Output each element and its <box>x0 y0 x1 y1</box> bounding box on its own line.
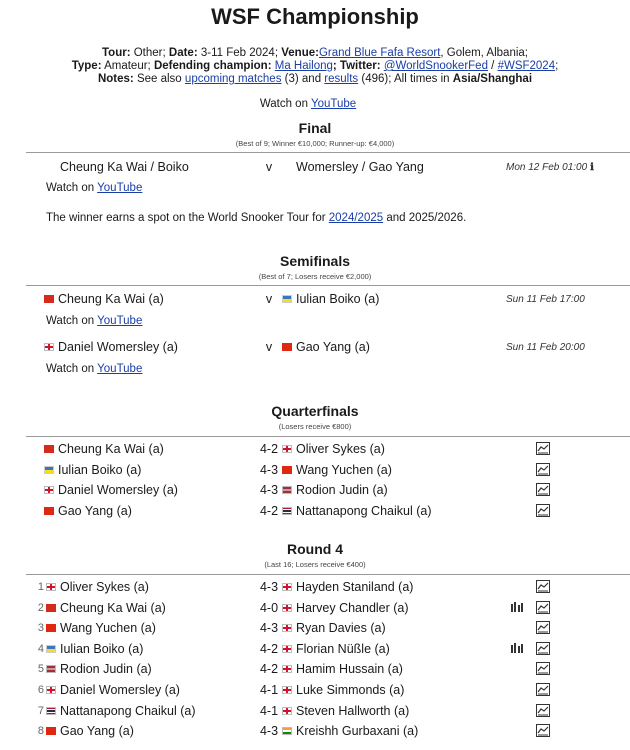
flag-icon <box>282 665 292 673</box>
match-number: 4 <box>37 642 44 655</box>
youtube-link[interactable]: YouTube <box>97 363 143 375</box>
match-number: 6 <box>37 684 44 696</box>
flag-icon <box>282 486 292 494</box>
player-1-name: Gao Yang (a) <box>60 724 134 739</box>
player-2-name: Ryan Davies (a) <box>296 621 386 636</box>
flag-icon <box>282 445 292 453</box>
results-link[interactable]: results <box>324 73 359 85</box>
flag-icon <box>46 686 56 694</box>
player-1[interactable] <box>46 662 152 676</box>
type-value: Amateur; <box>104 60 151 72</box>
player-2[interactable] <box>282 580 413 594</box>
player-1-name: Cheung Ka Wai (a) <box>58 292 164 306</box>
watch-prefix: Watch on <box>259 98 308 110</box>
quarterfinals-title: Quarterfinals <box>271 403 359 419</box>
notes-pre: See also <box>136 73 182 85</box>
date-value: 3-11 Feb 2024; <box>200 47 279 59</box>
match-number: 5 <box>37 663 44 676</box>
player-2[interactable] <box>282 340 370 354</box>
quarterfinal-row <box>26 440 630 460</box>
match-score: 4-2 <box>259 504 279 519</box>
line2-end: ; <box>555 60 559 72</box>
flag-icon <box>282 604 292 612</box>
player-2-name: Harvey Chandler (a) <box>296 600 409 615</box>
watch-prefix: Watch on <box>46 363 95 375</box>
match-number: 1 <box>37 581 44 593</box>
flag-icon <box>44 466 54 474</box>
divider <box>26 285 630 286</box>
venue-label: Venue: <box>281 47 319 59</box>
final-date-text: Mon 12 Feb 01:00 <box>506 162 588 173</box>
quarterfinals-subtitle: (Losers receive €800) <box>278 422 352 431</box>
player-1[interactable] <box>44 463 141 477</box>
player-1[interactable] <box>46 642 143 656</box>
watch-prefix: Watch on <box>46 182 95 194</box>
round4-subtitle: (Last 16; Losers receive €400) <box>264 560 366 569</box>
notes-post: (496); All times in <box>361 73 450 85</box>
notes-mid: (3) and <box>284 73 322 85</box>
match-number: 3 <box>37 622 44 635</box>
player-1-name: Iulian Boiko (a) <box>58 462 142 477</box>
match-stats-icon[interactable] <box>536 704 550 717</box>
divider <box>26 152 630 153</box>
player-2-name: Gao Yang (a) <box>296 340 370 354</box>
date-label: Date: <box>168 47 198 59</box>
divider <box>26 574 630 575</box>
quarterfinal-row <box>26 461 630 481</box>
player-2[interactable] <box>282 504 432 518</box>
player-1-name: Daniel Womersley (a) <box>60 683 180 697</box>
player-2[interactable] <box>282 442 385 456</box>
match-stats-icon[interactable] <box>536 724 550 737</box>
watch-line <box>0 97 623 112</box>
notes-label: Notes: <box>97 73 134 85</box>
player-1[interactable] <box>46 621 156 635</box>
match-score: 4-2 <box>259 641 279 656</box>
round4-row <box>26 722 630 742</box>
player-1[interactable] <box>46 704 196 718</box>
match-score: 4-3 <box>259 483 279 498</box>
flag-icon <box>282 583 292 591</box>
match-score: 4-3 <box>259 580 279 594</box>
match-number: 8 <box>37 725 44 738</box>
match-stats-icon[interactable] <box>536 580 550 593</box>
round4-row <box>26 640 630 660</box>
flag-icon <box>46 604 56 612</box>
match-stats-icon[interactable] <box>536 504 550 517</box>
player-2-name: Steven Hallworth (a) <box>296 703 410 718</box>
match-stats-icon[interactable] <box>536 683 550 696</box>
semifinal-watch <box>46 363 142 375</box>
match-stats-icon[interactable] <box>536 621 550 634</box>
timezone: Asia/Shanghai <box>452 73 533 85</box>
flag-icon <box>282 686 292 694</box>
match-stats-icon[interactable] <box>536 642 550 655</box>
flag-icon <box>44 507 54 515</box>
venue-rest: , Golem, Albania; <box>440 47 528 59</box>
flag-icon <box>282 507 292 515</box>
champion-link[interactable]: Ma Hailong <box>274 60 333 72</box>
champion-label: Defending champion: <box>153 60 272 72</box>
info-line-3 <box>0 72 630 87</box>
semifinal-watch <box>46 315 142 327</box>
semifinal-row <box>26 290 630 310</box>
match-stats-icon[interactable] <box>536 483 550 496</box>
final-date <box>506 162 594 173</box>
youtube-link[interactable]: YouTube <box>97 182 143 194</box>
head-to-head-icon[interactable] <box>510 601 524 613</box>
player-1-name: Nattanapong Chaikul (a) <box>60 703 196 718</box>
match-score: 4-3 <box>259 724 279 739</box>
flag-icon <box>46 624 56 632</box>
divider <box>26 436 630 437</box>
player-1-name: Oliver Sykes (a) <box>60 580 149 594</box>
match-date: Sun 11 Feb 20:00 <box>506 342 585 353</box>
final-note-pre: The winner earns a spot on the World Snooker Tour for <box>46 212 326 224</box>
twitter-link[interactable]: @WorldSnookerFed <box>383 60 488 72</box>
player-1-name: Daniel Womersley (a) <box>58 483 178 498</box>
flag-icon <box>282 645 292 653</box>
player-2-name: Wang Yuchen (a) <box>296 462 392 477</box>
quarterfinal-row <box>26 502 630 522</box>
player-1[interactable] <box>46 580 149 594</box>
match-stats-icon[interactable] <box>536 662 550 675</box>
round4-row <box>26 660 630 680</box>
player-1-name: Cheung Ka Wai (a) <box>58 442 164 456</box>
venue-link[interactable]: Grand Blue Fafa Resort <box>318 47 441 59</box>
player-1-name: Cheung Ka Wai (a) <box>60 600 166 615</box>
final-watch <box>46 182 142 194</box>
player-2-name: Kreishh Gurbaxani (a) <box>296 724 419 739</box>
final-note-post: and 2025/2026. <box>386 212 467 224</box>
flag-icon <box>282 295 292 303</box>
player-1[interactable] <box>44 483 178 497</box>
player-2[interactable] <box>282 483 388 497</box>
head-to-head-icon[interactable] <box>510 642 524 654</box>
round4-row <box>26 619 630 639</box>
player-1[interactable] <box>44 442 164 456</box>
youtube-link[interactable]: YouTube <box>97 315 143 327</box>
player-2[interactable] <box>282 662 403 676</box>
tour-value: Other; <box>133 47 166 59</box>
final-player-2[interactable]: Womersley / Gao Yang <box>296 160 424 174</box>
hashtag-link[interactable]: #WSF2024 <box>497 60 556 72</box>
player-2-name: Hamim Hussain (a) <box>296 662 403 677</box>
youtube-link[interactable]: YouTube <box>310 98 357 110</box>
player-2[interactable] <box>282 724 418 738</box>
final-player-1[interactable]: Cheung Ka Wai / Boiko <box>60 160 189 174</box>
final-note <box>46 212 466 224</box>
player-1-name: Wang Yuchen (a) <box>60 621 156 636</box>
tour-label: Tour: <box>102 47 131 59</box>
player-1[interactable] <box>44 292 164 306</box>
match-stats-icon[interactable] <box>536 463 550 476</box>
round4-row <box>26 681 630 701</box>
match-number: 7 <box>37 704 44 717</box>
player-1[interactable] <box>44 340 178 354</box>
final-subtitle: (Best of 9; Winner €10,000; Runner-up: €4,000) <box>235 139 395 148</box>
match-score: 4-1 <box>259 683 279 697</box>
flag-icon <box>282 707 292 715</box>
flag-icon <box>44 486 54 494</box>
player-1[interactable] <box>46 601 166 615</box>
player-2[interactable] <box>282 683 404 697</box>
upcoming-matches-link[interactable]: upcoming matches <box>184 73 282 85</box>
player-2-name: Hayden Staniland (a) <box>296 580 414 594</box>
player-2-name: Oliver Sykes (a) <box>296 442 385 456</box>
match-score: 4-2 <box>259 442 279 456</box>
semifinals-title: Semifinals <box>279 253 351 269</box>
match-stats-icon[interactable] <box>536 442 550 455</box>
player-1-name: Daniel Womersley (a) <box>58 340 178 354</box>
flag-icon <box>46 583 56 591</box>
flag-icon <box>46 645 56 653</box>
round4-row <box>26 599 630 619</box>
match-date: Sun 11 Feb 17:00 <box>506 294 585 305</box>
player-2[interactable] <box>282 704 409 718</box>
player-2[interactable] <box>282 621 386 635</box>
semifinal-row <box>26 338 630 358</box>
flag-icon <box>282 727 292 735</box>
final-title: Final <box>298 120 332 136</box>
watch-prefix: Watch on <box>46 315 95 327</box>
player-2-name: Nattanapong Chaikul (a) <box>296 504 432 519</box>
flag-icon <box>46 707 56 715</box>
player-2[interactable] <box>282 601 409 615</box>
round4-title: Round 4 <box>287 541 343 557</box>
info-icon[interactable]: ℹ <box>590 162 594 173</box>
match-score: 4-2 <box>259 662 279 677</box>
semifinals-subtitle: (Best of 7; Losers receive €2,000) <box>258 272 372 281</box>
flag-icon <box>44 445 54 453</box>
match-score: 4-1 <box>259 703 279 718</box>
flag-icon <box>44 343 54 351</box>
vs-label: v <box>265 292 273 306</box>
vs-label: v <box>265 340 273 354</box>
player-2[interactable] <box>282 292 379 306</box>
quarterfinal-row <box>26 481 630 501</box>
final-match-row <box>26 158 630 178</box>
match-stats-icon[interactable] <box>536 601 550 614</box>
flag-icon <box>282 624 292 632</box>
player-2-name: Rodion Judin (a) <box>296 483 388 498</box>
match-score: 4-3 <box>259 621 279 636</box>
player-1-name: Gao Yang (a) <box>58 504 132 519</box>
season-link[interactable]: 2024/2025 <box>328 212 384 224</box>
player-1[interactable] <box>46 724 134 738</box>
flag-icon <box>282 466 292 474</box>
round4-row <box>26 702 630 722</box>
player-1[interactable] <box>46 683 180 697</box>
player-1[interactable] <box>44 504 132 518</box>
flag-icon <box>282 343 292 351</box>
player-1-name: Rodion Judin (a) <box>60 662 152 677</box>
twitter-label: ; Twitter: <box>332 60 381 72</box>
player-1-name: Iulian Boiko (a) <box>60 641 144 656</box>
match-score: 4-0 <box>259 600 279 615</box>
player-2-name: Luke Simmonds (a) <box>296 683 405 697</box>
flag-icon <box>46 665 56 673</box>
player-2[interactable] <box>282 642 390 656</box>
round4-row <box>26 578 630 598</box>
player-2-name: Florian Nüßle (a) <box>296 641 390 656</box>
type-label: Type: <box>71 60 102 72</box>
page-title: WSF Championship <box>211 4 419 29</box>
match-score: 4-3 <box>259 462 279 477</box>
final-vs: v <box>265 160 273 174</box>
flag-icon <box>46 727 56 735</box>
twitter-slash: / <box>487 60 498 72</box>
flag-icon <box>44 295 54 303</box>
player-2-name: Iulian Boiko (a) <box>296 292 380 306</box>
player-2[interactable] <box>282 463 392 477</box>
match-number: 2 <box>37 601 44 614</box>
